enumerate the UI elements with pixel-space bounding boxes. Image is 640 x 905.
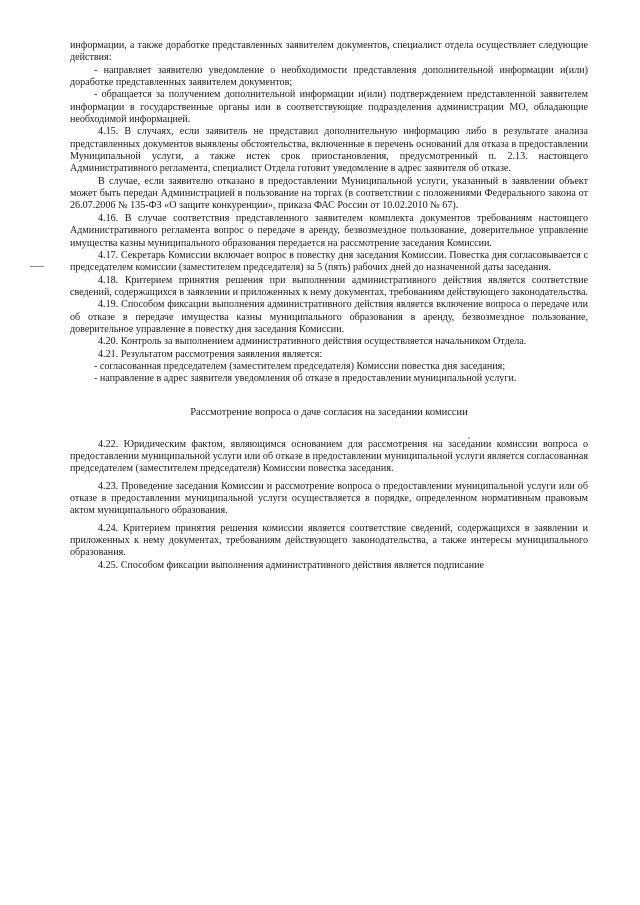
- paragraph-4-24: 4.24. Критерием принятия решения комиссии является соответствие сведений, содержащихся в заявлении и приложенных к нему документах, требованиям действующего законодательства, а также интересы муниципального образования.: [70, 522, 588, 559]
- paragraph-4-23: 4.23. Проведение заседания Комиссии и рассмотрение вопроса о предоставлении муниципальной услуги или об отказе в предоставлении муниципальной услуги осуществляется в порядке, определенном нормативным правовым актом муниципального образования.: [70, 480, 588, 517]
- section-heading: Рассмотрение вопроса о даче согласия на заседании комиссии: [190, 406, 468, 418]
- paragraph-refusal-case: В случае, если заявителю отказано в предоставлении Муниципальной услуги, указанный в заявлении объект может быть передан Администрацией в пользование на торгах (в соответствии с положениями Федерального закона от 26.07.2006 № 135-ФЗ «О защите конкуренции», приказа ФАС России от 10.02.2010 № 67).: [70, 175, 588, 212]
- paragraph-4-18: 4.18. Критерием принятия решения при выполнении административного действия является соответствие сведений, содержащихся в заявлении и приложенных к нему документах, требованиям действующего законодательства.: [70, 274, 589, 298]
- section-2: [70, 439, 588, 572]
- paragraph-4-22: 4.22. Юридическим фактом, являющимся основанием для рассмотрения на заседании комиссии вопроса о предоставлении муниципальной услуги или об отказе в предоставлении муниципальной услуги является согласованная председателем (заместителем председателя) Комиссии повестка заседания.: [70, 438, 588, 475]
- list-item-notify: - направляет заявителю уведомление о необходимости представления дополнительной информации и(или) доработке представленных заявителем документов;: [70, 64, 588, 89]
- paragraph-continuation: информации, а также доработке представленных заявителем документов, специалист отдела осуществляет следующие действия:: [70, 40, 588, 64]
- margin-scan-mark: [30, 266, 44, 267]
- paragraph-4-16: 4.16. В случае соответствия представленного заявителем комплекта документов требованиям настоящего Административного регламента вопрос о передаче в аренду, безвозмездное пользование, доверительное управление имущества казны муниципального образования передается на рассмотрение заседания Комиссии.: [70, 212, 588, 249]
- document-page: [70, 40, 588, 572]
- list-item-agenda: - согласованная председателем (заместителем председателя) Комиссии повестка дня заседания;: [94, 360, 506, 372]
- section-1: [70, 40, 588, 386]
- paragraph-4-20: 4.20. Контроль за выполнением административного действия осуществляется начальником Отдела.: [98, 336, 527, 348]
- list-item-refusal-notice: - направление в адрес заявителя уведомления об отказе в предоставлении муниципальной услуги.: [94, 373, 517, 385]
- paragraph-4-19: 4.19. Способом фиксации выполнения административного действия является включение вопроса о передаче или об отказе в передаче имущества казны муниципального образования в аренду, безвозмездное пользование, доверительное управление в повестку дня заседания Комиссии.: [70, 299, 588, 335]
- paragraph-4-15: 4.15. В случаях, если заявитель не представил дополнительную информацию либо в результате анализа представленных документов выявлены обстоятельства, включенные в перечень оснований для отказа в предоставлении Муниципальной услуги, а также истек срок приостановления, предусмотренный п. 2.13. настоящего Административного регламента, специалист Отдела готовит уведомление в адрес заявителя об отказе.: [70, 126, 588, 175]
- paragraph-4-17: 4.17. Секретарь Комиссии включает вопрос в повестку дня заседания Комиссии. Повестка дня согласовывается с председателем комиссии (заместителем председателя) за 5 (пять) рабочих дней до назначенной даты заседания.: [70, 249, 588, 274]
- paragraph-4-25: 4.25. Способом фиксации выполнения административного действия является подписание: [98, 559, 485, 571]
- list-item-request-info: - обращается за получением дополнительной информации и(или) подтверждением представленной заявителем информации в государственные органы или в соответствующие подразделения администрации МО, обладающие необходимой информацией.: [70, 89, 588, 126]
- paragraph-4-21: 4.21. Результатом рассмотрения заявления является:: [98, 348, 323, 360]
